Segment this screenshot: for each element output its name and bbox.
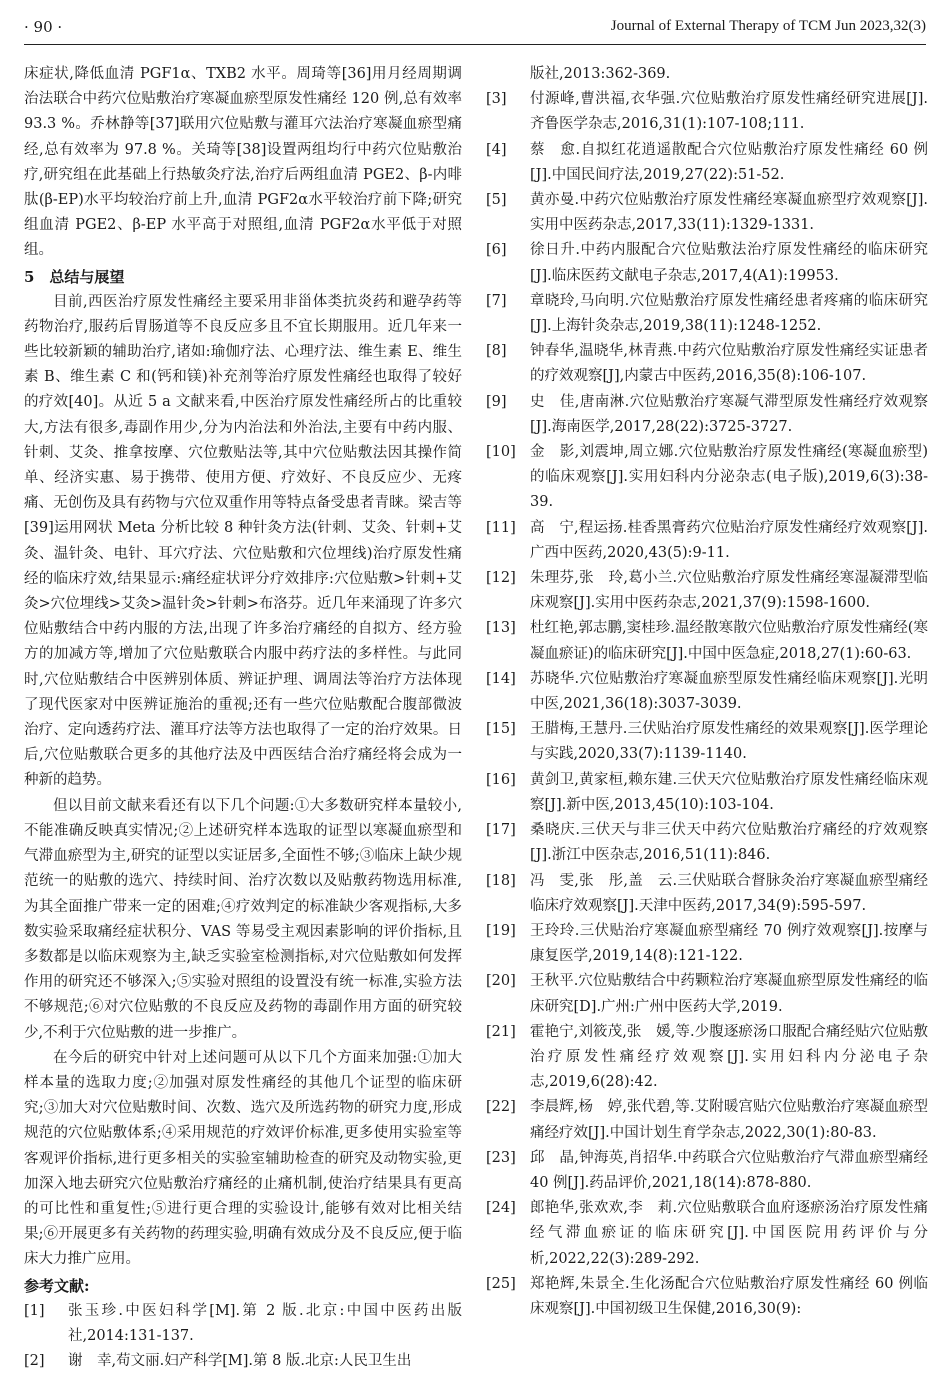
journal-citation: Journal of External Therapy of TCM Jun 2023,32(3) bbox=[610, 18, 926, 34]
reference-number: [14] bbox=[486, 670, 516, 687]
reference-text: 黄剑卫,黄家桓,赖东建.三伏天穴位贴敷治疗原发性痛经临床观察[J].新中医,2013,45(10):103-104. bbox=[530, 771, 928, 813]
reference-item bbox=[486, 1272, 928, 1322]
reference-text: 版社,2013:362-369. bbox=[530, 66, 671, 82]
reference-text: 邱 晶,钟海英,肖招华.中药联合穴位贴敷治疗气滞血瘀型痛经 40 例[J].药品评价,2021,18(14):878-880. bbox=[530, 1149, 928, 1191]
reference-item bbox=[486, 440, 928, 516]
reference-text: 郎艳华,张欢欢,李 莉.穴位贴敷联合血府逐瘀汤治疗原发性痛经气滞血瘀证的临床研究[J].中国医院用药评价与分析,2022,22(3):289-292. bbox=[530, 1200, 928, 1267]
reference-item bbox=[486, 616, 928, 666]
reference-item bbox=[486, 390, 928, 440]
reference-text: 高 宁,程运扬.桂香黑膏药穴位贴治疗原发性痛经疗效观察[J].广西中医药,2020,43(5):9-11. bbox=[530, 519, 928, 561]
page-header bbox=[24, 18, 926, 45]
reference-number: [11] bbox=[486, 519, 516, 536]
reference-number: [24] bbox=[486, 1200, 516, 1217]
reference-number: [17] bbox=[486, 822, 516, 839]
reference-item bbox=[486, 188, 928, 238]
reference-item bbox=[486, 238, 928, 288]
reference-item bbox=[486, 566, 928, 616]
reference-text: 苏晓华.穴位贴敷治疗寒凝血瘀型原发性痛经临床观察[J].光明中医,2021,36(18):3037-3039. bbox=[530, 670, 928, 713]
paragraph: 在今后的研究中针对上述问题可从以下几个方面来加强:①加大样本量的选取力度;②加强对原发性痛经的其他几个证型的临床研究;③加大对穴位贴敷时间、次数、选穴及所选药物的研究力度,形成规范的穴位贴敷体系;④采用规范的疗效评价标准,更多使用实验室等客观评价指标,进行更多相关的实验室辅助检查的研究及动物实验,更加深入地去研究穴位贴敷治疗痛经的止痛机制,使治疗结果具有更高的可比性和重复性;⑤进行更合理的实验设计,能够有效对比相关结果;⑥开展更多有关药物的药理实验,明确有效成分及不良反应,便于临床大力推广应用。 bbox=[24, 1049, 462, 1268]
reference-number: [15] bbox=[486, 721, 516, 738]
reference-text: 谢 幸,苟文丽.妇产科学[M].第 8 版.北京:人民卫生出 bbox=[68, 1352, 412, 1369]
reference-number: [10] bbox=[486, 444, 516, 461]
reference-number: [18] bbox=[486, 872, 516, 889]
reference-text: 杜红艳,郭志鹏,窦桂珍.温经散寒散穴位贴敷治疗原发性痛经(寒凝血瘀证)的临床研究[J].中国中医急症,2018,27(1):60-63. bbox=[530, 620, 928, 662]
reference-list bbox=[486, 87, 928, 1322]
page-number: · 90 · bbox=[24, 18, 63, 36]
right-column bbox=[486, 62, 928, 1322]
section-title: 5 总结与展望 bbox=[24, 267, 125, 286]
reference-item bbox=[486, 1196, 928, 1272]
reference-text: 王秋平.穴位贴敷结合中药颗粒治疗寒凝血瘀型原发性痛经的临床研究[D].广州:广州中医药大学,2019. bbox=[530, 973, 928, 1015]
reference-item bbox=[486, 818, 928, 868]
reference-number: [20] bbox=[486, 973, 516, 990]
reference-number: [8] bbox=[486, 343, 507, 360]
paragraph: 但以目前文献来看还有以下几个问题:①大多数研究样本量较小,不能准确反映真实情况;②上述研究样本选取的证型以寒凝血瘀型和气滞血瘀型为主,研究的证型以实证居多,全面性不够;③临床上缺少规范统一的贴敷的选穴、持续时间、治疗次数以及贴敷药物选用标准,为其全面推广带来一定的困难;④疗效判定的标准缺少客观指标,大多数实验采取痛经症状积分、VAS 等易受主观因素影响的评价指标,且多数都是以临床观察为主,缺乏实验室检测指标,对穴位贴敷如何发挥作用的研究还不够深入;⑤实验对照组的设置没有统一标准,实验方法不够规范;⑥对穴位贴敷的不良反应及药物的毒副作用方面的研究较少,不利于穴位贴敷的进一步推广。 bbox=[24, 797, 462, 1041]
reference-number: [22] bbox=[486, 1099, 516, 1116]
reference-number: [2] bbox=[24, 1352, 45, 1369]
reference-number: [16] bbox=[486, 771, 516, 788]
reference-number: [9] bbox=[486, 393, 507, 410]
paragraph-continued: 床症状,降低血清 PGF1α、TXB2 水平。周琦等[36]用月经周期调治法联合中药穴位贴敷治疗寒凝血瘀型原发性痛经 120 例,总有效率 93.3 %。乔林静等[37]联用穴位贴敷与灌耳穴法治疗寒凝血瘀型痛经,总有效率为 97.8 %。关琦等[38]设置两组均行中药穴位贴敷治疗,研究组在此基础上行热敏灸疗法,治疗后两组血清 PGE2、β-内啡肽(β-EP)水平均较治疗前上升,血清 PGF2α水平较治疗前下降;研究组血清 PGE2、β-EP 水平高于对照组,血清 PGF2α水平低于对照组。 bbox=[24, 66, 462, 259]
reference-number: [19] bbox=[486, 922, 516, 939]
reference-number: [6] bbox=[486, 242, 507, 259]
reference-item bbox=[486, 768, 928, 818]
reference-number: [5] bbox=[486, 192, 507, 209]
reference-item bbox=[486, 1146, 928, 1196]
reference-number: [1] bbox=[24, 1302, 45, 1319]
reference-text: 章晓玲,马向明.穴位贴敷治疗原发性痛经患者疼痛的临床研究[J].上海针灸杂志,2019,38(11):1248-1252. bbox=[530, 292, 928, 335]
reference-number: [4] bbox=[486, 141, 507, 158]
reference-item bbox=[486, 969, 928, 1019]
reference-item bbox=[486, 717, 928, 767]
reference-item bbox=[486, 1020, 928, 1096]
reference-text: 霍艳宁,刘筱茂,张 媛,等.少腹逐瘀汤口服配合痛经贴穴位贴敷治疗原发性痛经疗效观察[J].实用妇科内分泌电子杂志,2019,6(28):42. bbox=[530, 1023, 928, 1091]
reference-item bbox=[486, 667, 928, 717]
reference-text: 李晨辉,杨 婷,张代碧,等.艾附暖宫贴穴位贴敷治疗寒凝血瘀型痛经疗效[J].中国计划生育学杂志,2022,30(1):80-83. bbox=[530, 1099, 928, 1141]
reference-number: [23] bbox=[486, 1149, 516, 1166]
reference-number: [25] bbox=[486, 1275, 516, 1292]
reference-text: 张玉珍.中医妇科学[M].第 2 版.北京:中国中医药出版社,2014:131-137. bbox=[68, 1302, 462, 1344]
paragraph: 目前,西医治疗原发性痛经主要采用非甾体类抗炎药和避孕药等药物治疗,服药后胃肠道等不良反应多且不宜长期服用。近几年来一些比较新颖的辅助治疗,诸如:瑜伽疗法、心理疗法、维生素 E、维生素 B、维生素 C 和(钙和镁)补充剂等治疗原发性痛经也取得了较好的疗效[40]。从近 5 a 文献来看,中医治疗原发性痛经所占的比重较大,方法有很多,毒副作用少,分为内治法和外治法,主要有中药内服、针刺、艾灸、推拿按摩、穴位敷贴法等,其中穴位贴敷法因其操作简单、经济实惠、易于携带、使用方便、疗效好、不良反应少、无疼痛、无创伤及具有药物与穴位双重作用等特点备受患者青睐。梁吉等[39]运用网状 Meta 分析比较 8 种针灸方法(针刺、艾灸、针刺+艾灸、温针灸、电针、耳穴疗法、穴位贴敷和穴位埋线)治疗原发性痛经的临床疗效,结果显示:痛经症状评分疗效排序:穴位贴敷>针刺+艾灸>穴位埋线>艾灸>温针灸>针刺>布洛芬。近几年来涌现了许多穴位贴敷结合中药内服的方法,出现了许多治疗痛经的自拟方、经方验方的加减方等,增加了穴位贴敷联合内服中药疗法的多样性。与此同时,穴位贴敷结合中医辨别体质、辨证护理、调周法等治疗方法体现了现代医家对中医辨证施治的重视;还有一些穴位贴敷配合腹部微波治疗、定向透药疗法、灌耳疗法等方法也取得了一定的治疗效果。日后,穴位贴敷联合更多的其他疗法及中西医结合治疗痛经将会成为一种新的趋势。 bbox=[24, 293, 462, 789]
reference-item bbox=[24, 1349, 462, 1374]
reference-item bbox=[486, 138, 928, 188]
left-column bbox=[24, 62, 462, 1374]
reference-item bbox=[486, 919, 928, 969]
reference-item bbox=[486, 289, 928, 339]
reference-number: [7] bbox=[486, 292, 507, 309]
reference-text: 黄亦曼.中药穴位贴敷治疗原发性痛经寒凝血瘀型疗效观察[J].实用中医药杂志,2017,33(11):1329-1331. bbox=[530, 192, 928, 234]
reference-item-continued bbox=[486, 62, 928, 87]
reference-text: 冯 雯,张 彤,盖 云.三伏贴联合督脉灸治疗寒凝血瘀型痛经临床疗效观察[J].天津中医药,2017,34(9):595-597. bbox=[530, 872, 928, 914]
reference-item bbox=[486, 339, 928, 389]
reference-item bbox=[486, 1095, 928, 1145]
reference-text: 王腊梅,王慧丹.三伏贴治疗原发性痛经的效果观察[J].医学理论与实践,2020,33(7):1139-1140. bbox=[530, 721, 928, 763]
reference-text: 朱理芬,张 玲,葛小兰.穴位贴敷治疗原发性痛经寒湿凝滞型临床观察[J].实用中医药杂志,2021,37(9):1598-1600. bbox=[530, 570, 928, 612]
reference-text: 桑晓庆.三伏天与非三伏天中药穴位贴敷治疗痛经的疗效观察[J].浙江中医杂志,2016,51(11):846. bbox=[530, 822, 928, 864]
reference-text: 王玲玲.三伏贴治疗寒凝血瘀型痛经 70 例疗效观察[J].按摩与康复医学,2019,14(8):121-122. bbox=[530, 922, 928, 965]
reference-number: [21] bbox=[486, 1023, 516, 1040]
reference-number: [12] bbox=[486, 570, 516, 587]
reference-text: 郑艳辉,朱景全.生化汤配合穴位贴敷治疗原发性痛经 60 例临床观察[J].中国初级卫生保健,2016,30(9): bbox=[530, 1275, 928, 1317]
reference-item bbox=[486, 869, 928, 919]
reference-text: 蔡 愈.自拟红花逍遥散配合穴位贴敷治疗原发性痛经 60 例[J].中国民间疗法,2019,27(22):51-52. bbox=[530, 141, 928, 183]
reference-text: 钟春华,温晓华,林青燕.中药穴位贴敷治疗原发性痛经实证患者的疗效观察[J],内蒙古中医药,2016,35(8):106-107. bbox=[530, 343, 928, 385]
reference-item bbox=[486, 87, 928, 137]
reference-item bbox=[486, 516, 928, 566]
reference-number: [3] bbox=[486, 91, 507, 108]
reference-text: 金 影,刘震坤,周立娜.穴位贴敷治疗原发性痛经(寒凝血瘀型)的临床观察[J].实用妇科内分泌杂志(电子版),2019,6(3):38-39. bbox=[530, 444, 928, 511]
reference-text: 付源峰,曹洪福,衣华强.穴位贴敷治疗原发性痛经研究进展[J].齐鲁医学杂志,2016,31(1):107-108;111. bbox=[530, 91, 928, 133]
reference-number: [13] bbox=[486, 620, 516, 637]
reference-number-blank bbox=[486, 62, 530, 87]
reference-text: 徐日升.中药内服配合穴位贴敷法治疗原发性痛经的临床研究[J].临床医药文献电子杂志,2017,4(A1):19953. bbox=[530, 242, 928, 284]
references-heading: 参考文献: bbox=[24, 1276, 90, 1295]
reference-text: 史 佳,唐南淋.穴位贴敷治疗寒凝气滞型原发性痛经疗效观察[J].海南医学,2017,28(22):3725-3727. bbox=[530, 393, 928, 435]
